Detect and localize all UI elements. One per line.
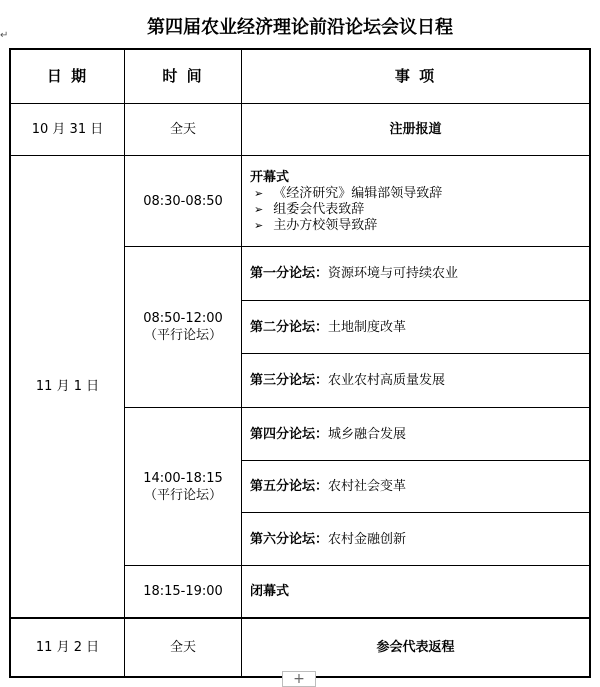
add-button[interactable]: +: [282, 671, 316, 687]
time-afternoon-note: （平行论坛）: [143, 487, 222, 503]
time-closing: 18:15-19:00: [143, 584, 223, 599]
forum-1: [242, 247, 589, 300]
opening-bullet-row: [254, 186, 442, 202]
time-morning-note: （平行论坛）: [143, 328, 222, 343]
forum-6-topic: 农村金融创新: [328, 531, 407, 547]
forum-2: [242, 301, 589, 353]
forum-1-topic: 资源环境与可持续农业: [328, 266, 459, 281]
time-opening: 08:30-08:50: [143, 193, 223, 209]
opening-bullet-3: 主办方校领导致辞: [273, 217, 378, 233]
opening-bullet-1: 《经济研究》编辑部领导致辞: [273, 185, 443, 201]
opening-bullet-2: 组委会代表致辞: [273, 201, 365, 217]
date-nov2: 11 月 2 日: [35, 640, 100, 655]
forum-6-label: 第六分论坛：: [250, 531, 329, 547]
forum-5: [242, 461, 589, 512]
forum-5-label: 第五分论坛：: [250, 479, 329, 494]
header-item: 事 项: [394, 67, 437, 85]
time-morning-range: 08:50-12:00: [143, 311, 223, 326]
forum-3-label: 第三分论坛：: [250, 373, 329, 388]
time-nov2: 全天: [169, 640, 196, 655]
forum-1-label: 第一分论坛：: [250, 266, 329, 281]
header-time: 时 间: [162, 67, 204, 85]
date-nov1: 11 月 1 日: [35, 379, 100, 394]
opening-content: [250, 169, 442, 234]
forum-4-label: 第四分论坛：: [250, 426, 329, 442]
bullet-arrow-icon: ➢: [254, 186, 264, 200]
time-morning: [125, 247, 241, 407]
schedule-table: [9, 48, 591, 678]
forum-5-topic: 农村社会变革: [328, 479, 407, 494]
forum-4-topic: 城乡融合发展: [328, 426, 407, 442]
forum-4: [242, 408, 589, 460]
bullet-arrow-icon: ➢: [254, 218, 264, 232]
time-morning-wrap: [143, 310, 223, 344]
forum-2-topic: 土地制度改革: [328, 319, 407, 335]
opening-bullet-row: [254, 218, 442, 234]
opening-title: 开幕式: [250, 169, 290, 185]
table-line-right: [589, 48, 591, 678]
bullet-arrow-icon: ➢: [254, 202, 264, 216]
forum-3: [242, 354, 589, 407]
paragraph-mark: ↵: [0, 30, 9, 41]
forum-2-label: 第二分论坛：: [250, 319, 329, 335]
item-oct31-registration: 注册报道: [389, 122, 442, 137]
date-oct31: 10 月 31 日: [31, 122, 104, 137]
page-title: 第四届农业经济理论前沿论坛会议日程: [147, 17, 453, 38]
time-afternoon-wrap: [143, 470, 223, 504]
item-nov2-return: 参会代表返程: [376, 640, 455, 655]
opening-bullet-row: [254, 202, 442, 218]
time-afternoon: [125, 408, 241, 565]
forum-6: [242, 513, 589, 565]
time-afternoon-range: 14:00-18:15: [143, 470, 223, 486]
time-oct31: 全天: [169, 122, 196, 137]
header-date: 日 期: [46, 67, 89, 85]
item-closing: 闭幕式: [250, 584, 290, 599]
item-opening: [242, 156, 589, 246]
forum-3-topic: 农业农村高质量发展: [328, 373, 446, 388]
